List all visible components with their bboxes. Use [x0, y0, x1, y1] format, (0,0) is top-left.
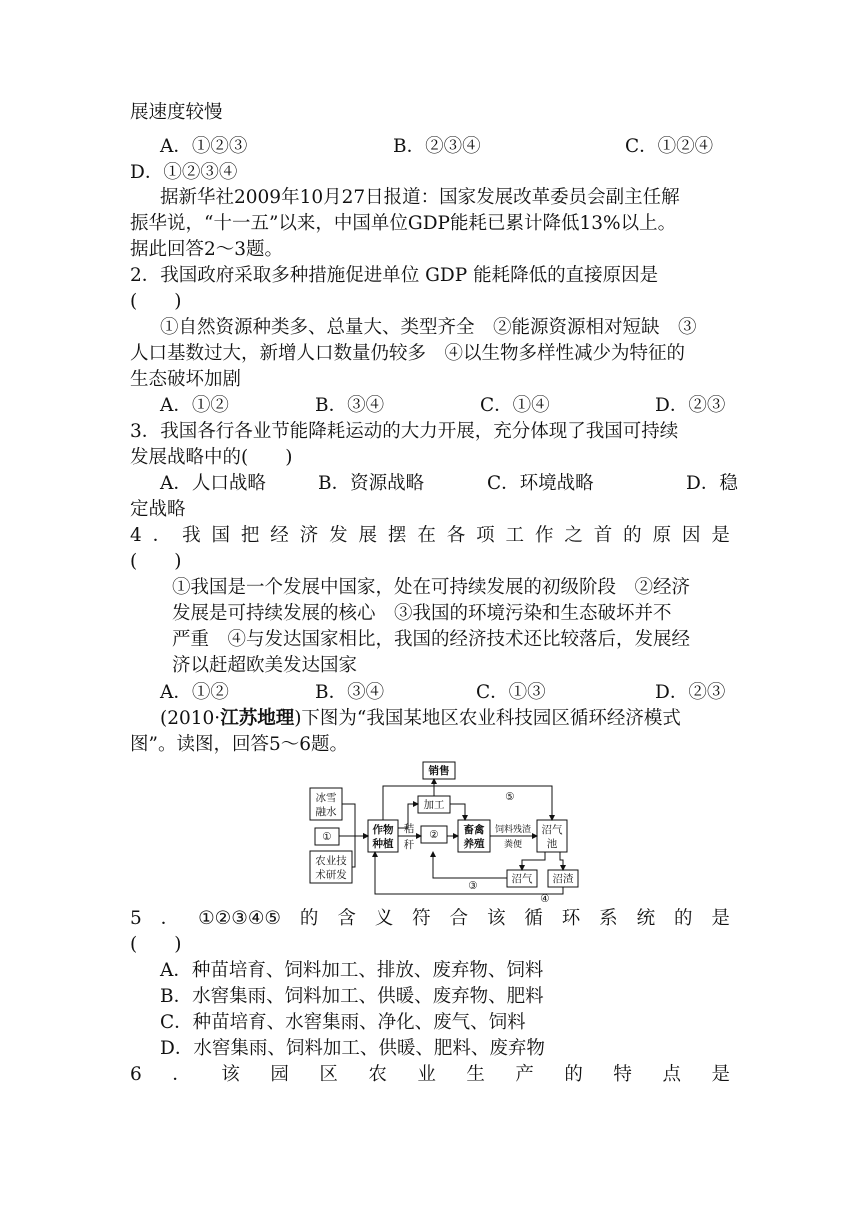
passage1-line3: 据此回答2～3题。 [130, 239, 284, 260]
q4-stem-char: 的 [623, 525, 642, 546]
q4-stem-char: 4 [130, 525, 142, 546]
q4-stem-char: 是 [711, 525, 730, 546]
label-straw-1: 秸 [403, 823, 415, 835]
q5-stem-char: 统 [636, 908, 656, 929]
label-circle-2: ② [429, 829, 439, 841]
label-livestock-1: 畜禽 [463, 824, 485, 836]
label-feed-2: 粪便 [503, 840, 523, 850]
label-pool-1: 沼气 [541, 824, 563, 836]
q5-stem-char: 含 [337, 908, 356, 929]
label-ice-1: 冰雪 [315, 792, 337, 804]
label-crop-1: 作物 [372, 824, 394, 836]
q2-item-line2: 人口基数过大，新增人口数量仍较多 ④以生物多样性减少为特征的 [130, 343, 686, 364]
q4-stem-char: 经 [270, 525, 289, 546]
q5-option-a[interactable]: A．种苗培育、饲料加工、排放、废弃物、饲料 [160, 960, 544, 981]
q3-option-d[interactable]: D．稳 [686, 473, 738, 494]
q6-stem-char: 园 [270, 1064, 289, 1085]
q6-stem-char: 特 [613, 1064, 632, 1085]
q5-stem-char: ． [160, 908, 180, 929]
q5-stem-char: 循 [524, 908, 543, 929]
passage1-line1: 据新华社2009年10月27日报道：国家发展改革委员会副主任解 [160, 187, 680, 208]
q4-option-b[interactable]: B．③④ [315, 682, 385, 703]
q4-item-line1: ①我国是一个发展中国家，处在可持续发展的初级阶段 ②经济 [172, 577, 691, 598]
q2-option-b[interactable]: B．③④ [315, 395, 385, 416]
q2-item-line3: 生态破坏加剧 [130, 369, 242, 390]
label-straw-2: 秆 [403, 839, 415, 851]
q4-option-d[interactable]: D．②③ [655, 682, 726, 703]
q4-stem-char: 项 [476, 525, 495, 546]
q1-options [130, 134, 760, 160]
label-pool-2: 池 [546, 838, 558, 850]
label-circle-4: ④ [540, 893, 550, 905]
q4-item-line2: 发展是可持续发展的核心 ③我国的环境污染和生态破坏并不 [172, 603, 672, 624]
label-circle-3: ③ [468, 880, 478, 892]
q5-stem-char: 合 [449, 908, 469, 929]
q2-stem-bracket: ( ) [130, 291, 182, 312]
label-sales: 销售 [428, 765, 450, 777]
q5-option-b[interactable]: B．水窖集雨、饲料加工、供暖、废弃物、肥料 [160, 986, 544, 1007]
label-circle-5: ⑤ [505, 791, 515, 803]
q4-stem-char: 首 [593, 525, 613, 546]
passage1-line2: 振华说，“十一五”以来，中国单位GDP能耗已累计降低13%以上。 [130, 213, 677, 234]
q6-stem-char: ． [172, 1064, 191, 1085]
q5-stem [130, 906, 730, 932]
q5-option-d[interactable]: D．水窖集雨、饲料加工、供暖、肥料、废弃物 [160, 1038, 545, 1059]
label-feed-1: 饲料残渣 [494, 825, 532, 835]
q1-option-b[interactable]: B．②③④ [393, 136, 481, 157]
q4-stem-char: 工 [505, 525, 525, 546]
label-biogas: 沼气 [511, 873, 533, 885]
q2-option-a[interactable]: A．①② [160, 395, 229, 416]
q3-stem-line2: 发展战略中的( ) [130, 447, 293, 468]
q6-stem-char: 区 [319, 1064, 338, 1085]
q3-option-d-tail: 定战略 [130, 499, 186, 520]
q6-stem-char: 是 [711, 1064, 730, 1085]
q4-stem-char: 之 [564, 525, 583, 546]
q4-option-a[interactable]: A．①② [160, 682, 229, 703]
q4-stem-char: 各 [446, 525, 466, 546]
label-tech-1: 农业技 [315, 855, 347, 867]
label-process: 加工 [423, 799, 445, 811]
q2-stem: 2．我国政府采取多种措施促进单位 GDP 能耗降低的直接原因是 [130, 265, 659, 286]
q2-option-c[interactable]: C．①④ [480, 395, 550, 416]
q4-stem-char: 济 [299, 525, 319, 546]
label-livestock-2: 养殖 [463, 838, 485, 850]
q6-stem-char: 的 [564, 1064, 583, 1085]
q2-option-d[interactable]: D．②③ [655, 395, 726, 416]
q4-stem-char: ． [152, 525, 172, 546]
circular-economy-diagram [305, 758, 575, 905]
q4-item-line3: 严重 ④与发达国家相比，我国的经济技术还比较落后，发展经 [172, 629, 691, 650]
q5-stem-char: 义 [374, 908, 394, 929]
passage2-line1-text: )下图为“我国某地区农业科技园区循环经济模式 [294, 708, 681, 729]
q2-options [130, 393, 730, 419]
q1-option-a[interactable]: A．①②③ [160, 136, 248, 157]
q5-stem-char: 的 [299, 908, 319, 929]
label-crop-2: 种植 [372, 838, 394, 850]
passage2-source-prefix: (2010· [160, 708, 221, 729]
q5-stem-char: 该 [486, 908, 506, 929]
q6-stem [130, 1062, 730, 1088]
q1-option-d[interactable]: D．①②③④ [130, 162, 238, 183]
q4-stem-char: 因 [681, 525, 701, 546]
q6-stem-char: 产 [515, 1064, 534, 1085]
q5-stem-char: 符 [412, 908, 431, 929]
q5-option-c[interactable]: C．种苗培育、水窖集雨、净化、废气、饲料 [160, 1012, 526, 1033]
q3-options [130, 471, 738, 497]
q3-option-a[interactable]: A．人口战略 [160, 473, 266, 494]
q3-option-b[interactable]: B．资源战略 [318, 473, 425, 494]
q6-stem-char: 点 [662, 1064, 681, 1085]
q4-option-c[interactable]: C．①③ [476, 682, 546, 703]
q6-stem-char: 生 [466, 1064, 485, 1085]
q4-stem-bracket: ( ) [130, 551, 182, 572]
label-residue: 沼渣 [552, 873, 574, 885]
q4-stem-char: 作 [534, 525, 554, 546]
q3-stem: 3．我国各行各业节能降耗运动的大力开展，充分体现了我国可持续 [130, 421, 679, 442]
q4-item-line4: 济以赶超欧美发达国家 [172, 655, 358, 676]
passage2-source-name: 江苏地理 [220, 708, 295, 729]
q5-stem-char: 环 [561, 908, 581, 929]
q4-stem [130, 523, 730, 549]
q4-stem-char: 展 [358, 525, 378, 546]
q5-stem-char: 系 [599, 908, 618, 929]
intro-tail: 展速度较慢 [130, 102, 223, 123]
q4-stem-char: 国 [211, 525, 230, 546]
q2-item-line1: ①自然资源种类多、总量大、类型齐全 ②能源资源相对短缺 ③ [160, 317, 697, 338]
q5-stem-char: ①②③④⑤ [198, 908, 282, 929]
label-tech-2: 术研发 [315, 869, 347, 881]
diagram-svg [305, 758, 575, 905]
q6-stem-char: 业 [417, 1064, 436, 1085]
passage2-line2: 图”。读图，回答5～6题。 [130, 734, 348, 755]
q4-stem-char: 发 [329, 525, 348, 546]
q4-stem-char: 我 [182, 525, 201, 546]
q4-stem-char: 在 [417, 525, 436, 546]
q6-stem-char: 农 [368, 1064, 387, 1085]
q5-stem-char: 的 [673, 908, 693, 929]
passage2-line1 [130, 706, 760, 732]
q5-stem-char: 5 [130, 908, 142, 929]
q4-options [130, 680, 730, 706]
q5-stem-bracket: ( ) [130, 934, 182, 955]
q1-option-c[interactable]: C．①②④ [625, 136, 714, 157]
label-circle-1: ① [322, 831, 332, 843]
q4-stem-char: 把 [240, 525, 260, 546]
q5-stem-char: 是 [711, 908, 730, 929]
label-ice-2: 融水 [315, 806, 337, 818]
q6-stem-char: 该 [221, 1064, 240, 1085]
q4-stem-char: 原 [652, 525, 672, 546]
q4-stem-char: 摆 [387, 525, 407, 546]
q3-option-c[interactable]: C．环境战略 [487, 473, 594, 494]
q6-stem-char: 6 [130, 1064, 142, 1085]
